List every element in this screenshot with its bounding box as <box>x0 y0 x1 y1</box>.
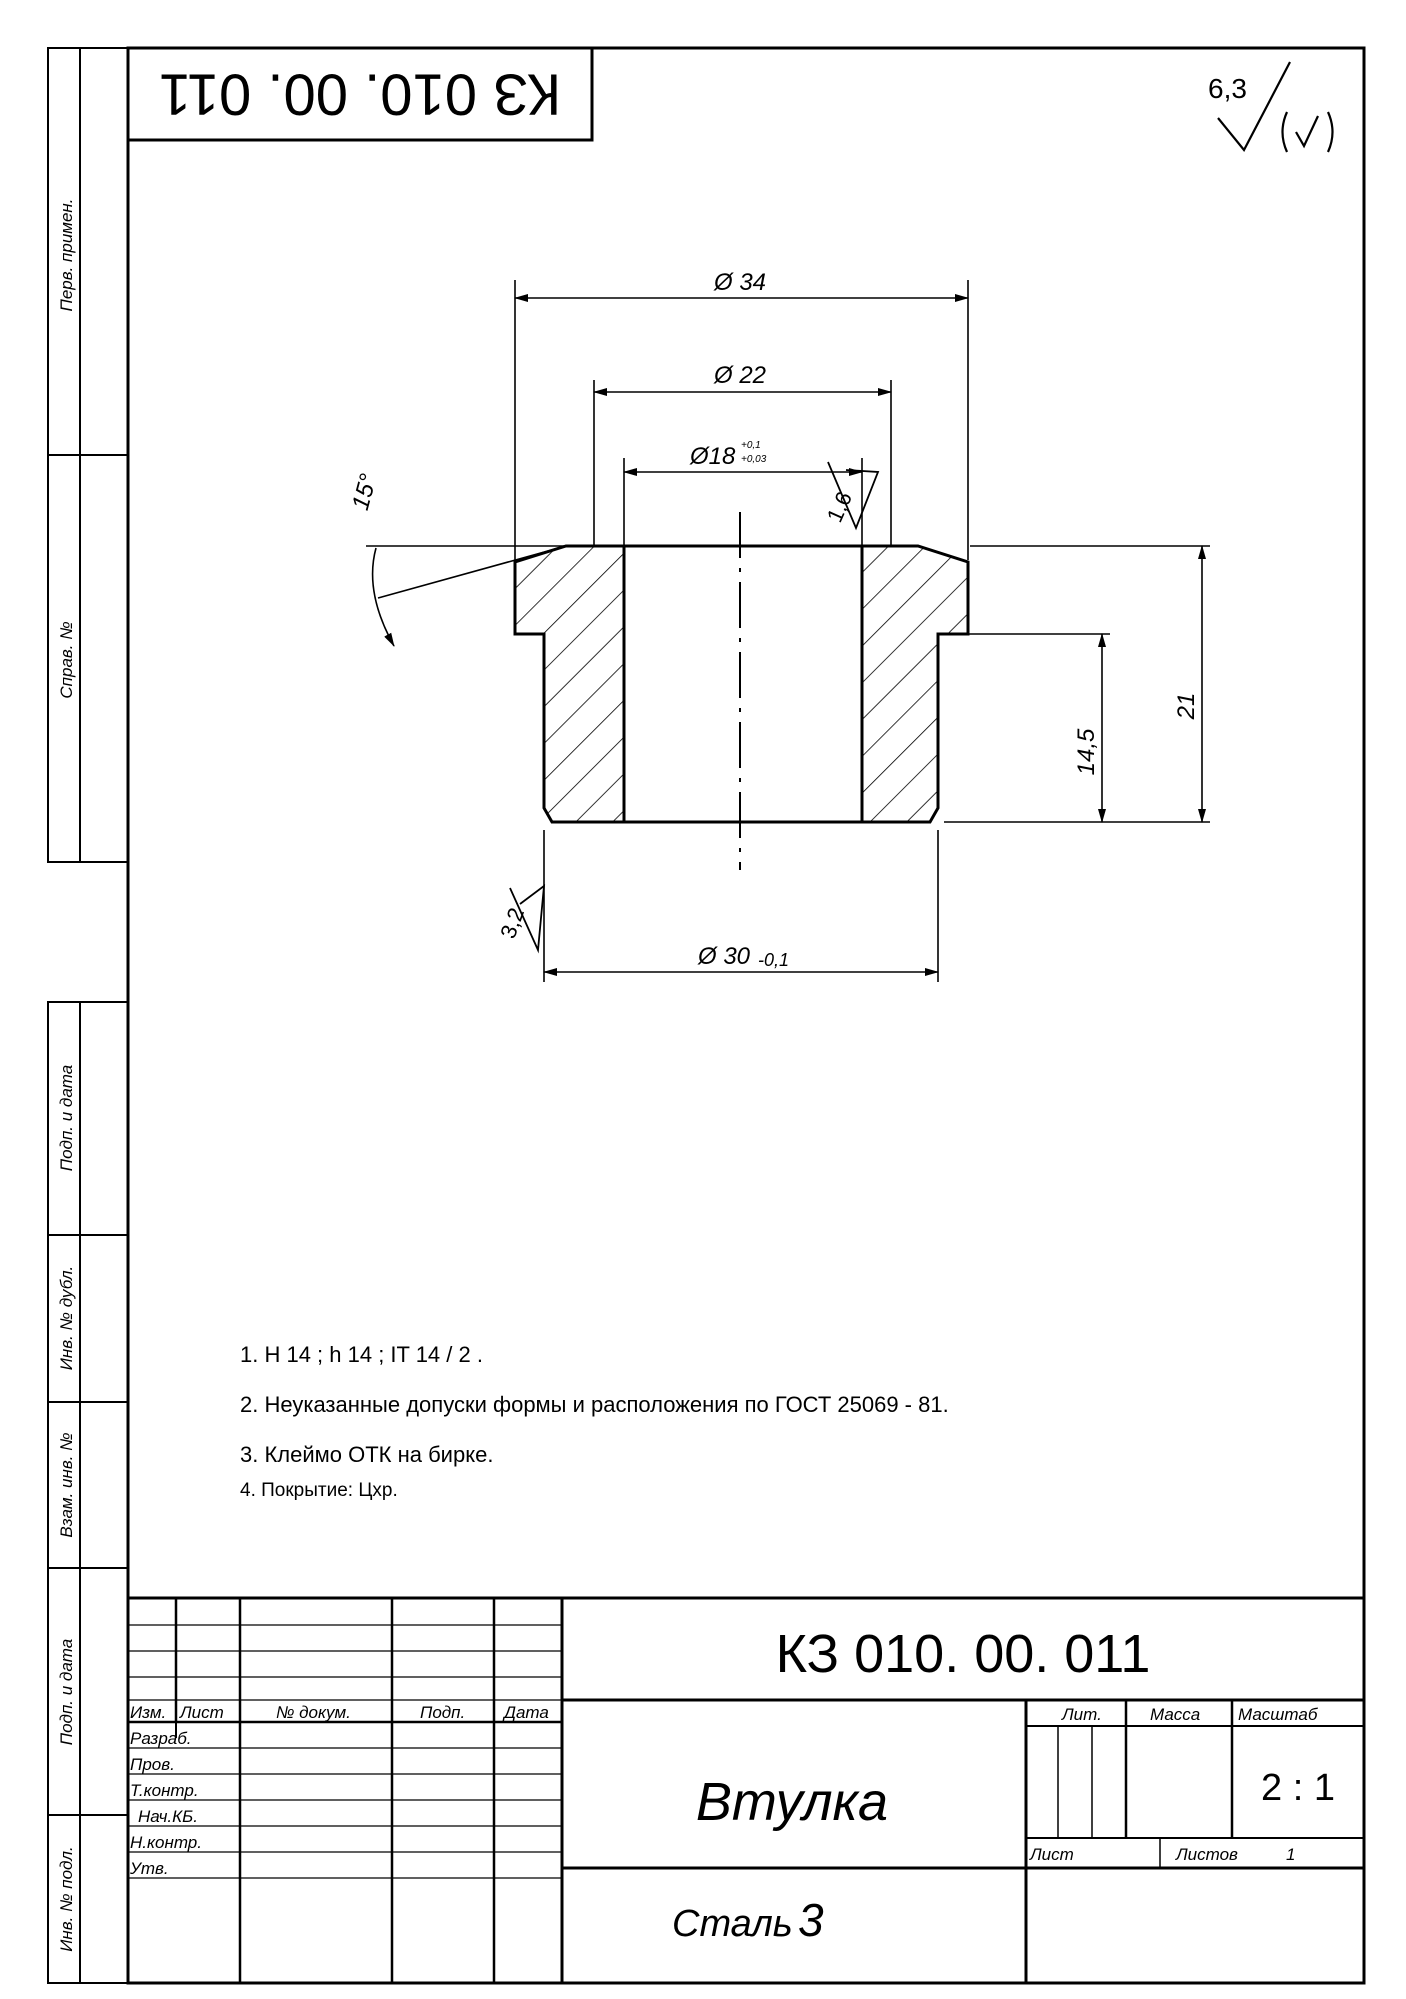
upside-down-code: КЗ 010. 00. 011 <box>158 61 562 127</box>
dim-d22: Ø 22 <box>714 362 767 389</box>
lit-label: Лит. <box>1062 1705 1102 1724</box>
sheet-label: Лист <box>1030 1845 1074 1864</box>
bushing-section <box>515 512 968 870</box>
note-2: 2. Неуказанные допуски формы и расположения по ГОСТ 25069 - 81. <box>240 1392 949 1417</box>
orig-inv-label: Инв. № подл. <box>57 1846 76 1952</box>
general-roughness-sign <box>1208 62 1333 152</box>
reference-no-label: Справ. № <box>57 621 76 699</box>
note-1: 1. H 14 ; h 14 ; IT 14 / 2 . <box>240 1342 483 1367</box>
right-wall-section <box>862 546 968 822</box>
note-3: 3. Клеймо ОТК на бирке. <box>240 1442 494 1467</box>
scale-value: 2 : 1 <box>1261 1767 1335 1809</box>
dim-d18-lower: +0,03 <box>741 454 767 465</box>
general-roughness-value: 6,3 <box>1208 73 1247 104</box>
dim-d34: Ø 34 <box>714 269 767 296</box>
row-head-label: Нач.КБ. <box>138 1807 198 1826</box>
interchange-inv-label: Взам. инв. № <box>57 1432 76 1538</box>
col-sign-label: Подп. <box>420 1703 466 1722</box>
part-title: Втулка <box>695 1772 889 1832</box>
bore-roughness-value: 1,6 <box>821 487 858 527</box>
dimensions <box>366 280 1210 982</box>
technical-notes <box>240 1342 949 1501</box>
title-block-values <box>672 1624 1335 1946</box>
sheets-total: 1 <box>1286 1845 1296 1864</box>
document-code: КЗ 010. 00. 011 <box>775 1624 1151 1684</box>
dim-angle: 15° <box>347 471 383 514</box>
dim-d18-upper: +0,1 <box>741 440 761 451</box>
left-wall-section <box>515 546 624 822</box>
left-strip-labels <box>57 199 76 1952</box>
note-4: 4. Покрытие: Цхр. <box>240 1480 398 1501</box>
row-dev-label: Разраб. <box>130 1729 192 1748</box>
scale-label: Масштаб <box>1238 1705 1318 1724</box>
sheets-label: Листов <box>1176 1845 1238 1864</box>
code-box-upside-down <box>128 48 592 140</box>
dim-14-5: 14,5 <box>1073 728 1100 776</box>
base-roughness-value: 3,2 <box>495 904 530 942</box>
dim-d18: Ø18 <box>690 443 736 470</box>
col-sheet-label: Лист <box>180 1703 224 1722</box>
dimension-labels <box>347 269 1200 970</box>
row-ncontrol-label: Н.контр. <box>130 1833 202 1852</box>
col-doc-label: № докум. <box>276 1703 351 1722</box>
dup-inv-label: Инв. № дубл. <box>57 1265 76 1371</box>
col-date-label: Дата <box>504 1703 549 1722</box>
dim-d30-tol: -0,1 <box>758 950 790 970</box>
row-approve-label: Утв. <box>130 1859 169 1878</box>
material-prefix: Сталь <box>672 1903 793 1945</box>
dim-21: 21 <box>1173 692 1200 720</box>
sign-date-label-1: Подп. и дата <box>57 1064 76 1172</box>
sign-date-label-2: Подп. и дата <box>57 1638 76 1746</box>
row-tcontrol-label: Т.контр. <box>130 1781 199 1800</box>
material-grade: 3 <box>798 1894 824 1946</box>
col-change-label: Изм. <box>130 1703 167 1722</box>
first-use-label: Перв. примен. <box>57 198 76 312</box>
dim-d30: Ø 30 <box>698 943 751 970</box>
outer-frame <box>128 48 1364 1983</box>
mass-label: Масса <box>1150 1705 1201 1724</box>
base-roughness-sign <box>495 886 544 950</box>
row-check-label: Пров. <box>130 1755 175 1774</box>
